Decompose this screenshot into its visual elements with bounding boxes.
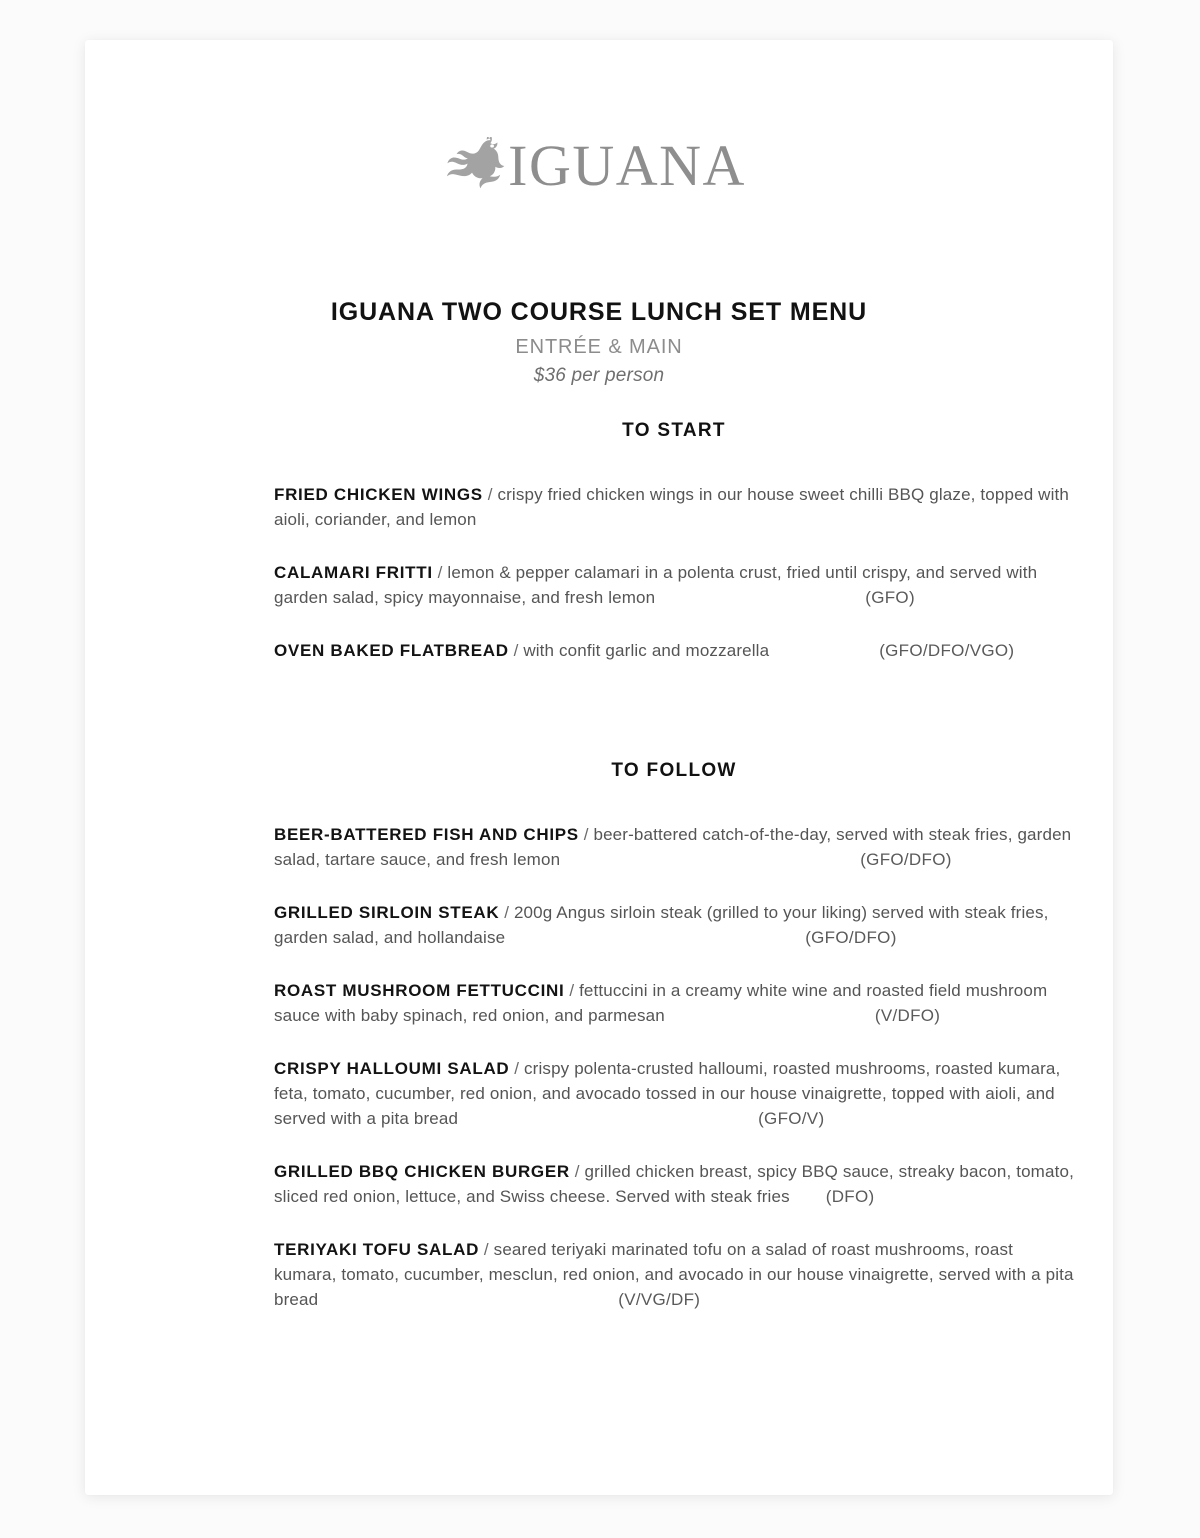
menu-sections [274, 420, 1074, 1312]
menu-item-dietary-code: (DFO) [825, 1187, 875, 1206]
menu-item [274, 1056, 1074, 1131]
section-heading: TO START [622, 420, 726, 441]
menu-item-dietary-code: (V/VG/DF) [618, 1290, 701, 1309]
menu-subtitle: ENTRÉE & MAIN [515, 335, 683, 358]
menu-item-separator: / [514, 1059, 520, 1078]
menu-item-separator: / [569, 981, 575, 1000]
brand-wordmark: IGUANA [508, 133, 746, 198]
menu-item-name: GRILLED BBQ CHICKEN BURGER [274, 1162, 570, 1181]
menu-item-name: FRIED CHICKEN WINGS [274, 485, 483, 504]
menu-item-description: 200g Angus sirloin steak (grilled to your liking) served with steak fries, garden salad, and hollandaise [274, 903, 1049, 947]
menu-item-separator: / [437, 563, 443, 582]
menu-item [274, 1159, 1074, 1209]
menu-section [274, 420, 1074, 663]
menu-item-description: crispy fried chicken wings in our house sweet chilli BBQ glaze, topped with aioli, coriander, and lemon [274, 485, 1070, 529]
menu-item-description: with confit garlic and mozzarella [523, 641, 770, 660]
menu-item-dietary-code: (GFO/DFO) [805, 928, 897, 947]
menu-item [274, 900, 1074, 950]
menu-item-dietary-code: (GFO/DFO/VGO) [879, 641, 1015, 660]
menu-item-separator: / [487, 485, 493, 504]
menu-item [274, 482, 1074, 532]
menu-item-name: TERIYAKI TOFU SALAD [274, 1240, 480, 1259]
menu-item-dietary-code: (GFO/V) [758, 1109, 825, 1128]
menu-card [85, 40, 1113, 1495]
menu-item-separator: / [483, 1240, 489, 1259]
menu-item-name: OVEN BAKED FLATBREAD [274, 641, 509, 660]
menu-item-separator: / [513, 641, 519, 660]
menu-item-separator: / [574, 1162, 580, 1181]
menu-item [274, 978, 1074, 1028]
menu-item-name: BEER-BATTERED FISH AND CHIPS [274, 825, 579, 844]
menu-item [274, 560, 1074, 610]
menu-item-description: fettuccini in a creamy white wine and roasted field mushroom sauce with baby spinach, red onion, and parmesan [274, 981, 1048, 1025]
menu-item-description: seared teriyaki marinated tofu on a salad of roast mushrooms, roast kumara, tomato, cucumber, mesclun, red onion, and avocado in our house vinaigrette, served with a pita bread [274, 1240, 1074, 1309]
menu-item [274, 1237, 1074, 1312]
brand-logo [85, 133, 1113, 198]
menu-item-description: beer-battered catch-of-the-day, served with steak fries, garden salad, tartare sauce, and fresh lemon [274, 825, 1072, 869]
iguana-lizard-icon [446, 137, 508, 195]
menu-item-dietary-code: (V/DFO) [874, 1006, 941, 1025]
menu-item-name: GRILLED SIRLOIN STEAK [274, 903, 500, 922]
menu-item [274, 638, 1074, 663]
menu-price: $36 per person [533, 364, 665, 386]
menu-section [274, 760, 1074, 1312]
menu-item-separator: / [583, 825, 589, 844]
menu-item-description: crispy polenta-crusted halloumi, roasted mushrooms, roasted kumara, feta, tomato, cucumber, red onion, and avocado tossed in our house vinaigrette, topped with aioli, and served with a pita bread [274, 1059, 1061, 1128]
menu-item-description: grilled chicken breast, spicy BBQ sauce, streaky bacon, tomato, sliced red onion, lettuce, and Swiss cheese. Served with steak fries [274, 1162, 1074, 1206]
menu-item [274, 822, 1074, 872]
page-title: IGUANA TWO COURSE LUNCH SET MENU [330, 298, 868, 326]
menu-item-name: CRISPY HALLOUMI SALAD [274, 1059, 510, 1078]
menu-item-dietary-code: (GFO) [865, 588, 915, 607]
menu-item-dietary-code: (GFO/DFO) [860, 850, 952, 869]
section-heading: TO FOLLOW [611, 760, 737, 781]
menu-item-name: CALAMARI FRITTI [274, 563, 433, 582]
menu-item-name: ROAST MUSHROOM FETTUCCINI [274, 981, 565, 1000]
title-block [85, 298, 1113, 387]
menu-item-separator: / [504, 903, 510, 922]
menu-item-description: lemon & pepper calamari in a polenta crust, fried until crispy, and served with garden salad, spicy mayonnaise, and fresh lemon [274, 563, 1038, 607]
